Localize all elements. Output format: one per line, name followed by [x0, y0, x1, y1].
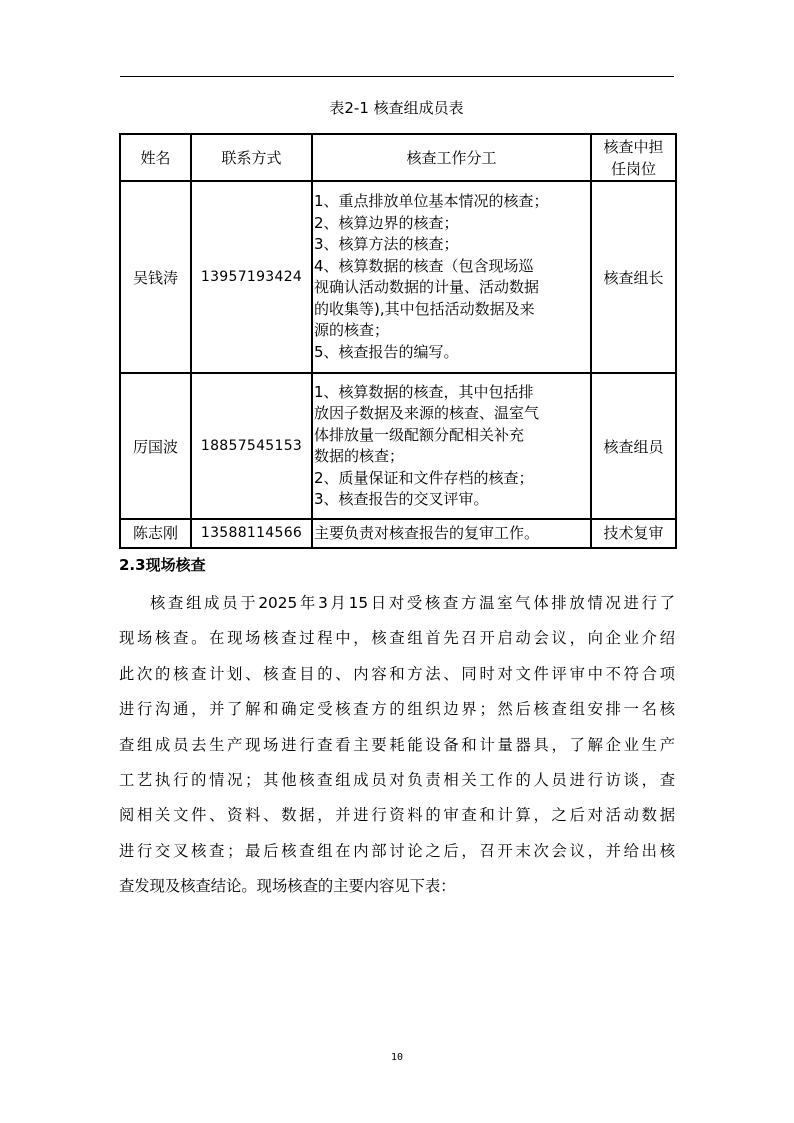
table-caption: 表2-1 核查组成员表 [329, 99, 464, 117]
duty-line: 体排放量一级配额分配相关补充 [314, 425, 525, 444]
paragraph-line: 阅相关文件、资料、数据，并进行资料的审查和计算，之后对活动数据 [119, 806, 675, 825]
section-heading: 2.3现场核查 [119, 556, 206, 574]
header-duties: 核查工作分工 [312, 134, 591, 181]
header-contact: 联系方式 [191, 134, 312, 181]
audit-team-table [119, 133, 677, 549]
table-row [120, 181, 676, 373]
member-phone: 13957193424 [191, 181, 312, 373]
duty-line: 主要负责对核查报告的复审工作。 [314, 524, 540, 542]
member-role: 技术复审 [591, 519, 676, 548]
paragraph-line: 此次的核查计划、核查目的、内容和方法、同时对文件评审中不符合项 [119, 664, 675, 683]
body-paragraph [119, 586, 675, 905]
paragraph-line: 查发现及核查结论。现场核查的主要内容见下表： [119, 877, 456, 896]
duty-line: 5、核查报告的编写。 [314, 342, 459, 361]
duty-line: 源的核查； [314, 321, 390, 339]
member-role: 核查组长 [591, 181, 676, 373]
member-phone: 18857545153 [191, 373, 312, 519]
member-name: 厉国波 [120, 373, 191, 519]
duty-line: 的收集等),其中包括活动数据及来 [314, 299, 535, 318]
page-number: 10 [390, 1052, 404, 1063]
duty-line: 1、重点排放单位基本情况的核查； [314, 192, 549, 210]
paragraph-line: 查组成员去生产现场进行查看主要耗能设备和计量器具，了解企业生产 [119, 735, 675, 754]
member-name: 陈志刚 [120, 519, 191, 548]
paragraph-line: 工艺执行的情况；其他核查组成员对负责相关工作的人员进行访谈，查 [119, 771, 675, 790]
paragraph-line: 进行交叉核查；最后核查组在内部讨论之后，召开末次会议，并给出核 [119, 841, 675, 860]
member-name: 吴钱涛 [120, 181, 191, 373]
table-header-row [120, 134, 676, 181]
duty-line: 3、核查报告的交叉评审。 [314, 490, 489, 508]
header-rule [120, 76, 674, 77]
header-name: 姓名 [120, 134, 191, 181]
table-row [120, 519, 676, 548]
paragraph-line: 核查组成员于2025年3月15日对受核查方温室气体排放情况进行了 [150, 594, 675, 612]
duty-line: 1、核算数据的核查，其中包括排 [314, 382, 534, 401]
duty-line: 2、质量保证和文件存档的核查； [314, 468, 534, 487]
duty-line: 4、核算数据的核查（包含现场巡 [314, 256, 534, 275]
member-duties [312, 181, 591, 373]
duty-line: 2、核算边界的核查； [314, 213, 459, 232]
member-phone: 13588114566 [191, 519, 312, 548]
duty-line: 放因子数据及来源的核查、温室气 [314, 404, 540, 422]
paragraph-line: 现场核查。在现场核查过程中，核查组首先召开启动会议，向企业介绍 [119, 629, 675, 648]
member-role: 核查组员 [591, 373, 676, 519]
member-duties [312, 519, 591, 548]
duty-line: 数据的核查； [314, 447, 405, 465]
header-role-line2: 任岗位 [610, 159, 656, 178]
header-role-line1: 核查中担 [603, 137, 664, 156]
table-row [120, 373, 676, 519]
duty-line: 3、核算方法的核查； [314, 235, 459, 253]
header-role [591, 134, 676, 181]
paragraph-line: 进行沟通，并了解和确定受核查方的组织边界；然后核查组安排一名核 [119, 700, 675, 719]
member-duties [312, 373, 591, 519]
duty-line: 视确认活动数据的计量、活动数据 [314, 278, 540, 296]
